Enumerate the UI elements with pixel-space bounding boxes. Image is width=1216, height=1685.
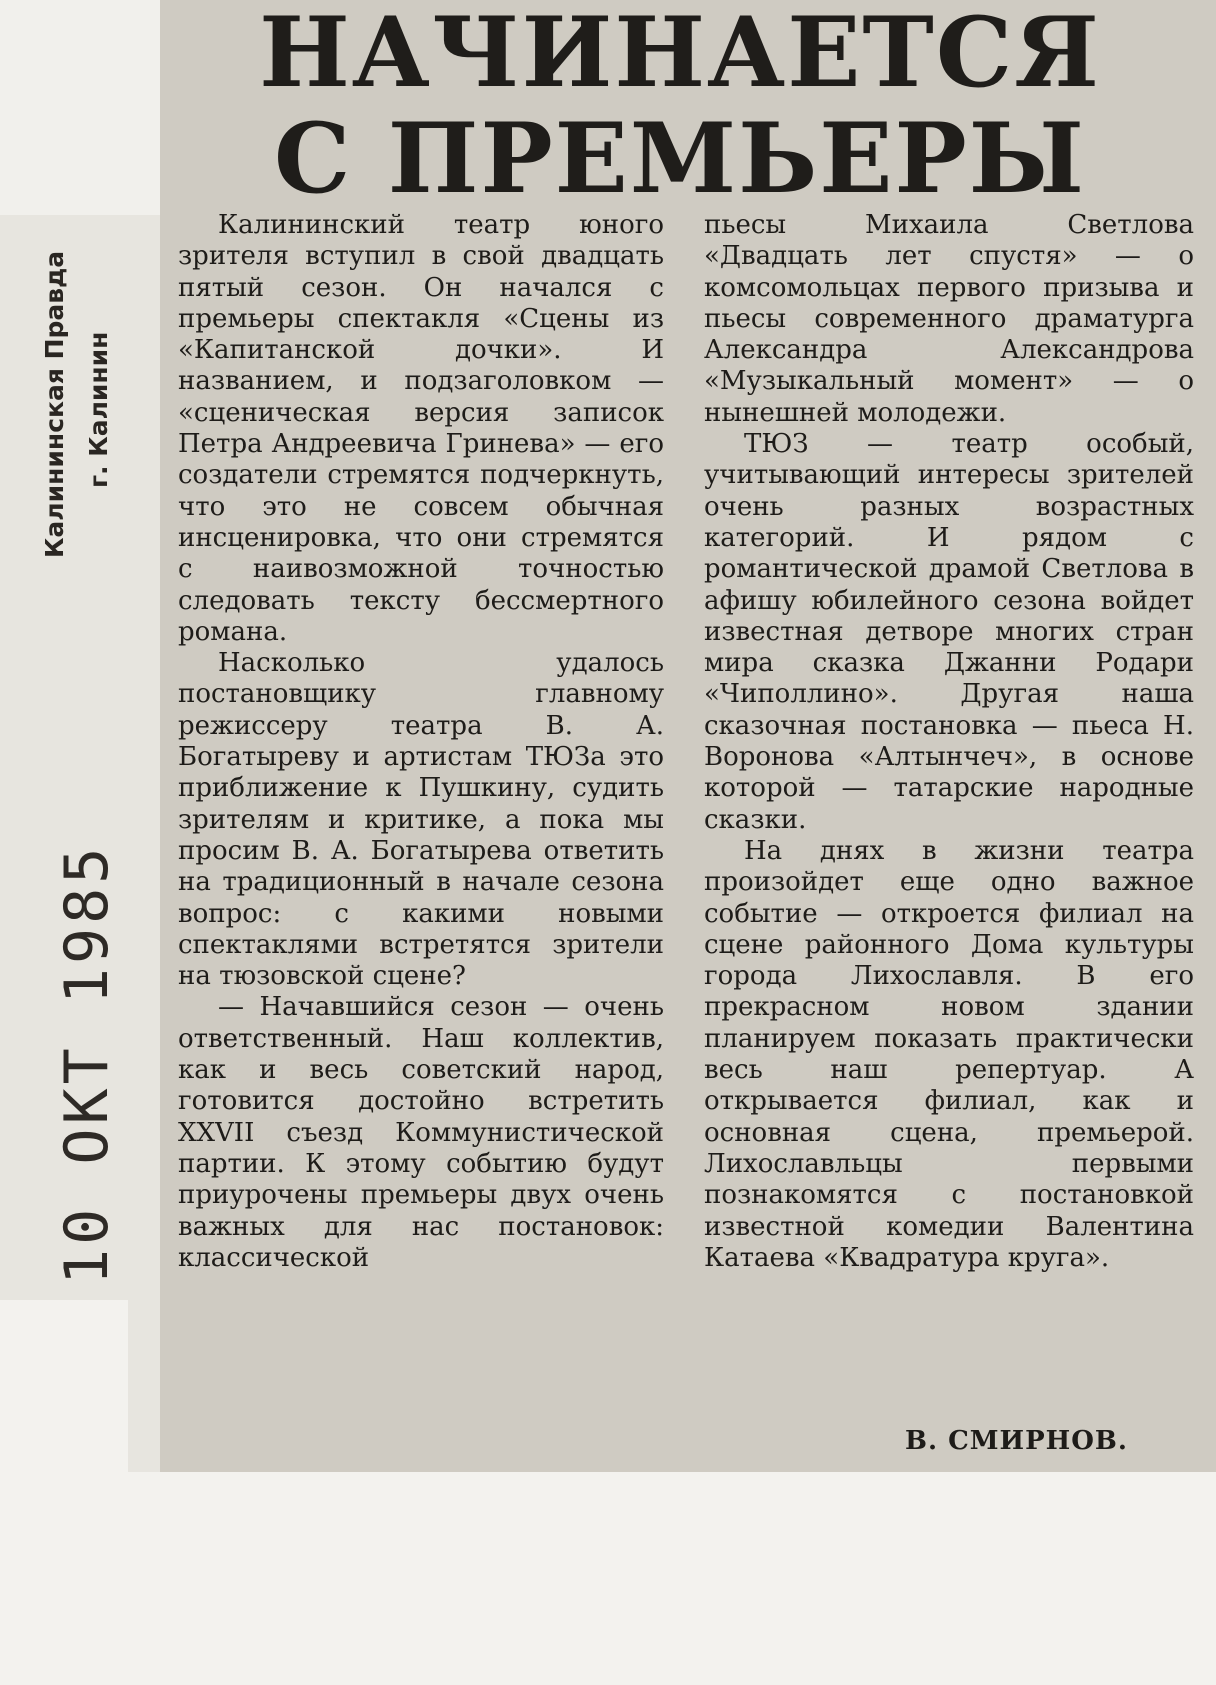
date-stamp (52, 843, 132, 1685)
paragraph: — Начавшийся сезон — очень ответственный. Наш коллектив, как и весь советский народ, готовится достойно встретить XXVII съезд Коммунистической партии. К этому событию будут приурочены премьеры двух очень важных для нас постановок: классической (178, 992, 664, 1273)
article-column-1 (178, 210, 664, 1274)
paragraph: На днях в жизни театра произойдет еще одно важное событие — откроется филиал на сцене районного Дома культуры города Лихославля. В его прекрасном новом здании планируем показать практически весь наш репертуар. А открывается филиал, как и основная сцена, премьерой. Лихославльцы первыми познакомятся с постановкой известной комедии Валентина Катаева «Квадратура круга». (704, 835, 1194, 1273)
headline-line-2: С ПРЕМЬЕРЫ (273, 102, 1087, 215)
author-signature: В. СМИРНОВ. (905, 1426, 1128, 1456)
date-stamp-text: 10 ОКТ 1985 (52, 843, 122, 1285)
newspaper-masthead (40, 250, 128, 638)
paragraph: Насколько удалось постановщику главному режиссеру театра В. А. Богатыреву и артистам ТЮЗа это приближение к Пушкину, судить зрителям и критике, а пока мы просим В. А. Богатырева ответить на традиционный в начале сезона вопрос: с какими новыми спектаклями встретятся зрители на тюзовской сцене? (178, 648, 664, 992)
newspaper-city: г. Калинин (84, 331, 113, 488)
article-column-2 (704, 210, 1194, 1274)
paragraph: Калининский театр юного зрителя вступил в свой двадцать пятый сезон. Он начался с премьеры спектакля «Сцены из «Капитанской дочки». И названием, и подзаголовком — «сценическая версия записок Петра Андреевича Гринева» — его создатели стремятся подчеркнуть, что это не совсем обычная инсценировка, что они стремятся с наивозможной точностью следовать тексту бессмертного романа. (178, 210, 664, 647)
paragraph: ТЮЗ — театр особый, учитывающий интересы зрителей очень разных возрастных категорий. И рядом с романтической драмой Светлова в афишу юбилейного сезона войдет известная детворе многих стран мира сказка Джанни Родари «Чиполлино». Другая наша сказочная постановка — пьеса Н. Воронова «Алтынчеч», в основе которой — татарские народные сказки. (704, 429, 1194, 835)
paragraph: пьесы Михаила Светлова «Двадцать лет спустя» — о комсомольцах первого призыва и пьесы современного драматурга Александра Александрова «Музыкальный момент» — о нынешней молодежи. (704, 210, 1194, 428)
headline-line-1: НАЧИНАЕТСЯ (259, 0, 1101, 109)
headline (205, 0, 1155, 215)
newspaper-name: Калининская Правда (40, 250, 69, 558)
